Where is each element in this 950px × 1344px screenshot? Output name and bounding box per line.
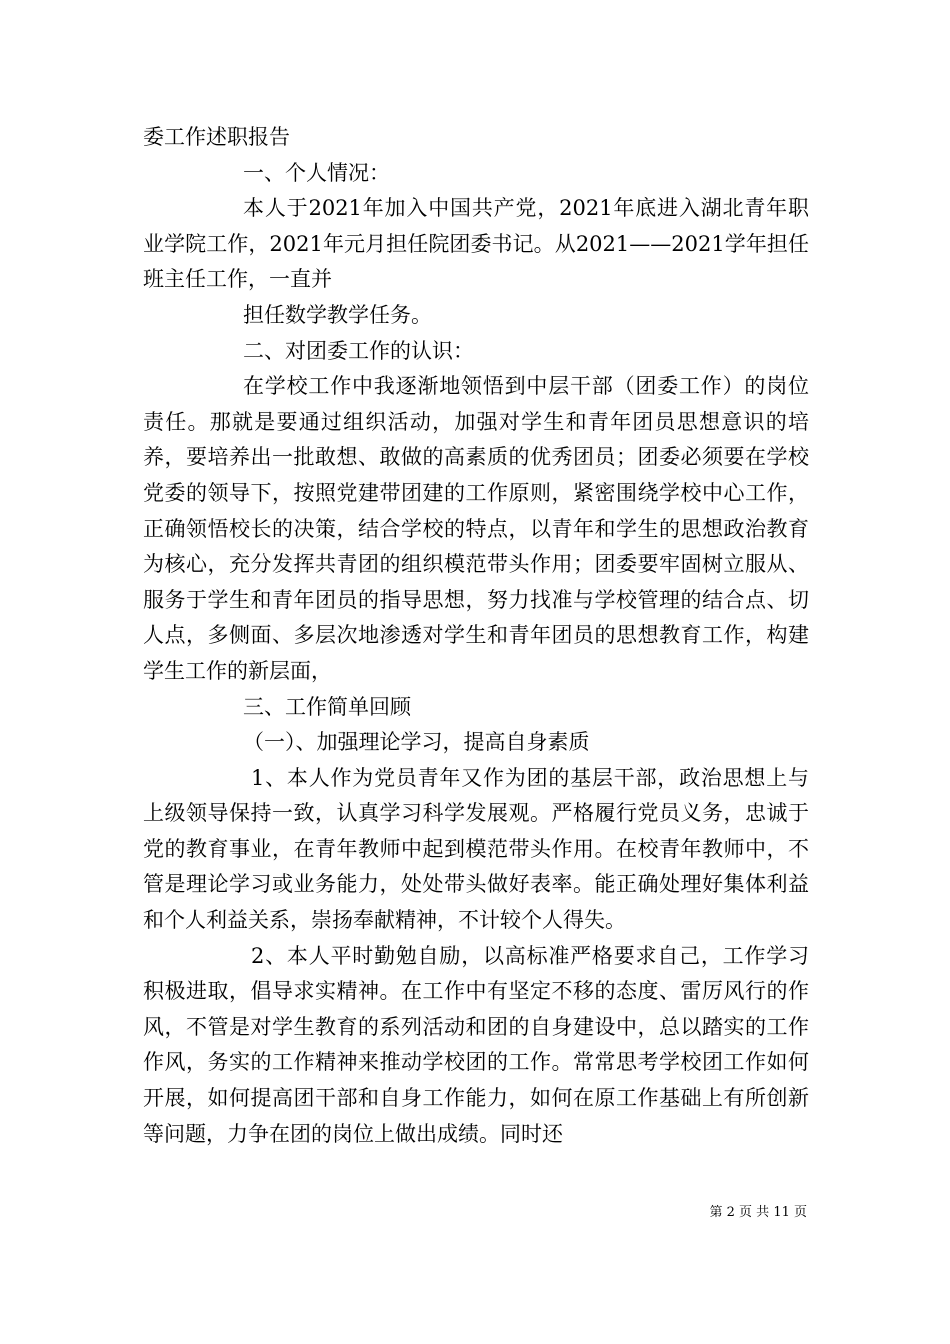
heading-work-review: 三、工作简单回顾 [243,694,411,719]
subheading-theory-study: （一）、加强理论学习，提高自身素质 [243,730,590,755]
heading-personal-info: 一、个人情况： [243,160,390,185]
paragraph-math-teaching: 担任数学教学任务。 [243,302,432,327]
paragraph-title-fragment: 委工作述职报告 [143,125,290,149]
paragraph-item-1: 1、本人作为党员青年又作为团的基层干部，政治思想上与上级领导保持一致，认真学习科学发展观。严格履行党员义务，忠诚于党的教育事业，在青年教师中起到模范带头作用。在校青年教师中，不管是理论学习或业务能力，处处带头做好表率。能正确处理好集体利益和个人利益关系，崇扬奉献精神，不计较个人得失。 [143,765,809,933]
heading-understanding: 二、对团委工作的认识： [243,338,474,363]
page-number-footer: 第 2 页 共 11 页 [709,1205,807,1220]
document-body [143,120,809,1152]
paragraph-personal-info: 本人于2021年加入中国共产党，2021年底进入湖北青年职业学院工作，2021年元月担任院团委书记。从2021——2021学年担任班主任工作，一直并 [143,196,809,292]
paragraph-understanding: 在学校工作中我逐渐地领悟到中层干部（团委工作）的岗位责任。那就是要通过组织活动，加强对学生和青年团员思想意识的培养，要培养出一批敢想、敢做的高素质的优秀团员；团委必须要在学校党委的领导下，按照党建带团建的工作原则，紧密围绕学校中心工作，正确领悟校长的决策，结合学校的特点，以青年和学生的思想政治教育为核心，充分发挥共青团的组织模范带头作用；团委要牢固树立服从、服务于学生和青年团员的指导思想，努力找准与学校管理的结合点、切人点，多侧面、多层次地渗透对学生和青年团员的思想教育工作，构建学生工作的新层面， [143,374,809,683]
paragraph-item-2: 2、本人平时勤勉自励，以高标准严格要求自己，工作学习积极进取，倡导求实精神。在工作中有坚定不移的态度、雷厉风行的作风，不管是对学生教育的系列活动和团的自身建设中，总以踏实的工作作风，务实的工作精神来推动学校团的工作。常常思考学校团工作如何开展，如何提高团干部和自身工作能力，如何在原工作基础上有所创新等问题，力争在团的岗位上做出成绩。同时还 [143,943,809,1146]
